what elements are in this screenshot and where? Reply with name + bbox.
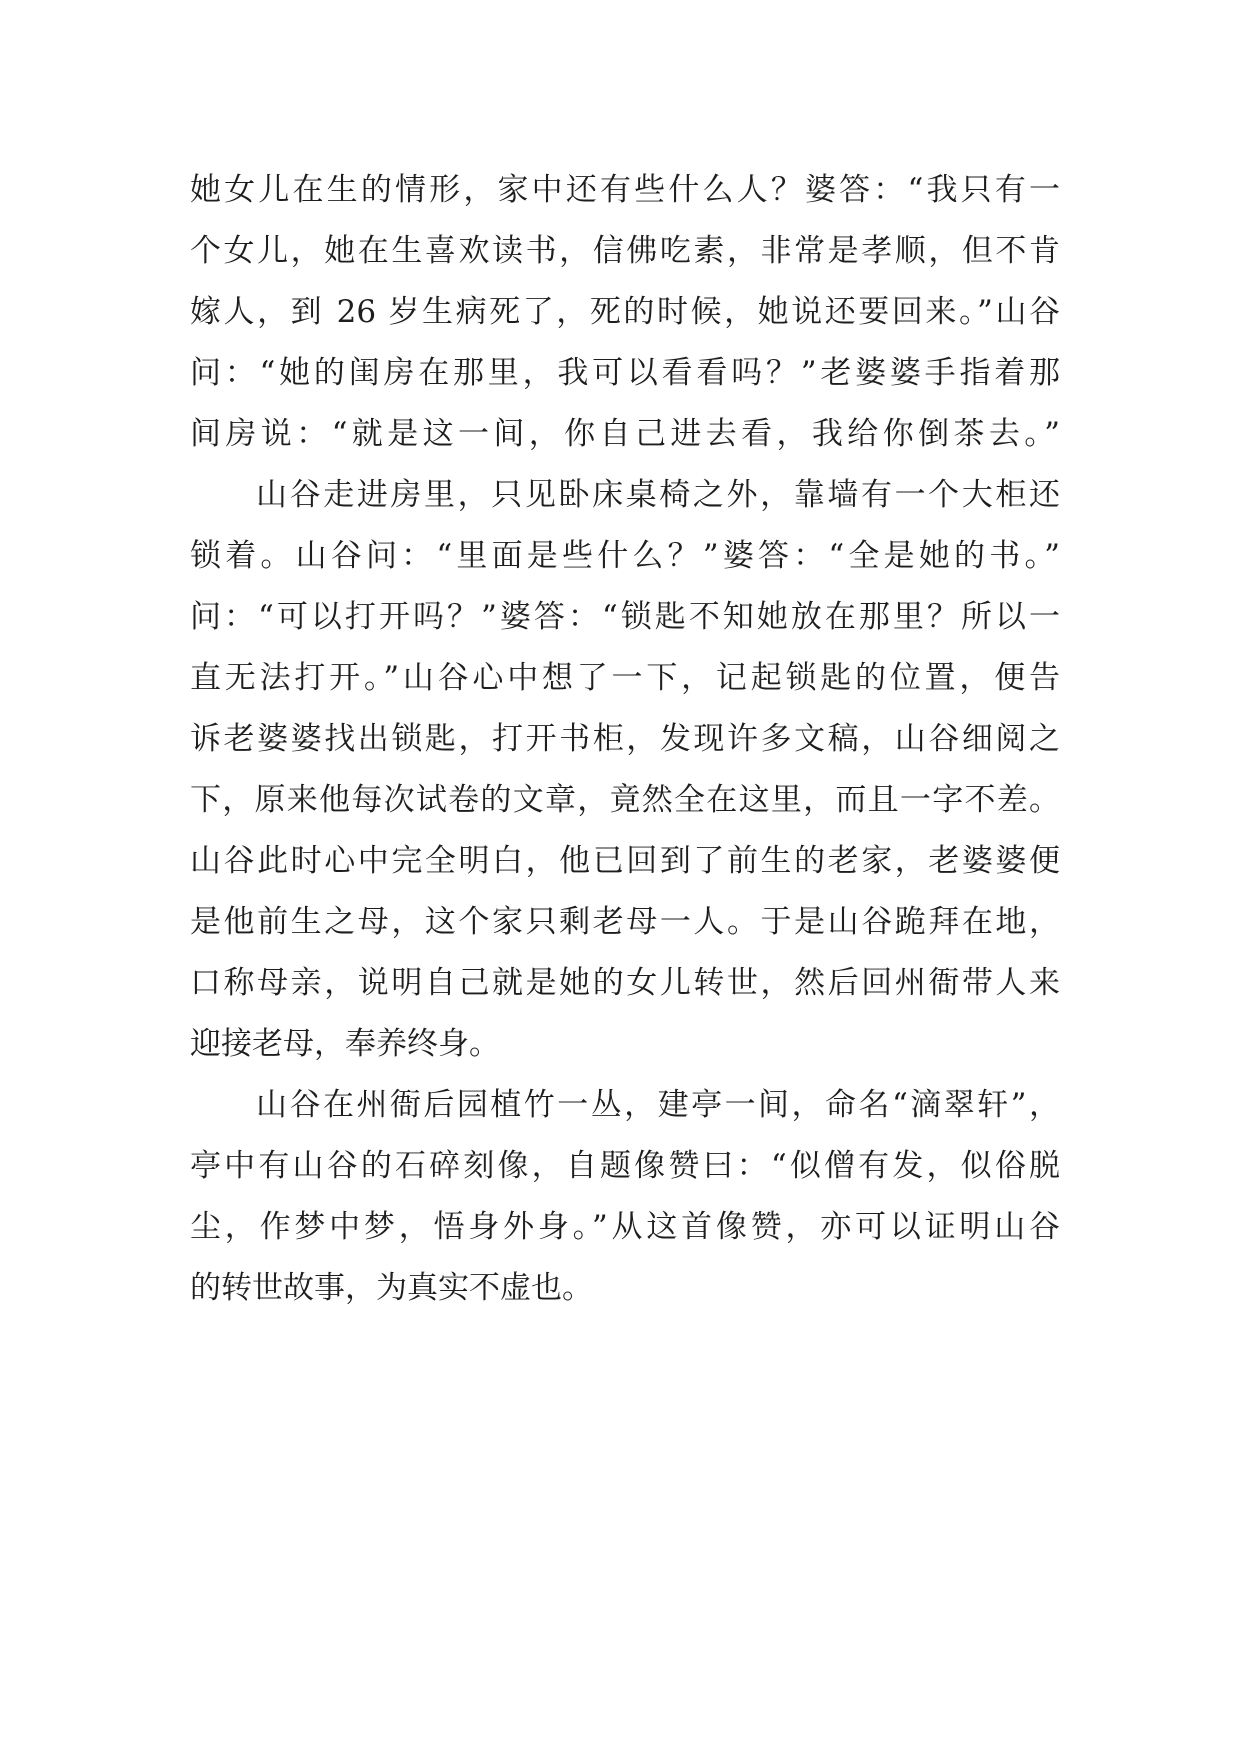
text-line: 口称母亲，说明自己就是她的女儿转世，然后回州衙带人来 [190, 965, 1060, 1001]
text-line: 是他前生之母，这个家只剩老母一人。于是山谷跪拜在地， [190, 904, 1060, 940]
text-line: 问：“她的闺房在那里，我可以看看吗？”老婆婆手指着那 [190, 355, 1060, 391]
paragraph-last-line: 的转世故事，为真实不虚也。 [190, 1270, 593, 1306]
text-line: 嫁人，到 26 岁生病死了，死的时候，她说还要回来。”山谷 [190, 294, 1060, 330]
text-line: 亭中有山谷的石碎刻像，自题像赞曰：“似僧有发，似俗脱 [190, 1148, 1060, 1184]
text-line: 诉老婆婆找出锁匙，打开书柜，发现许多文稿，山谷细阅之 [190, 721, 1060, 757]
text-line: 下，原来他每次试卷的文章，竟然全在这里，而且一字不差。 [190, 782, 1060, 818]
text-line: 她女儿在生的情形，家中还有些什么人？婆答：“我只有一 [190, 172, 1060, 208]
text-line: 问：“可以打开吗？”婆答：“锁匙不知她放在那里？所以一 [190, 599, 1060, 635]
text-line: 锁着。山谷问：“里面是些什么？”婆答：“全是她的书。” [190, 538, 1060, 574]
document-body [190, 160, 1060, 1319]
text-line: 个女儿，她在生喜欢读书，信佛吃素，非常是孝顺，但不肯 [190, 233, 1060, 269]
text-line: 间房说：“就是这一间，你自己进去看，我给你倒茶去。” [190, 416, 1060, 452]
text-line: 直无法打开。”山谷心中想了一下，记起锁匙的位置，便告 [190, 660, 1060, 696]
text-line: 尘，作梦中梦，悟身外身。”从这首像赞，亦可以证明山谷 [190, 1209, 1060, 1245]
paragraph-first-line: 山谷走进房里，只见卧床桌椅之外，靠墙有一个大柜还 [256, 477, 1060, 513]
paragraph-first-line: 山谷在州衙后园植竹一丛，建亭一间，命名“滴翠轩”， [256, 1087, 1060, 1123]
paragraph-last-line: 迎接老母，奉养终身。 [190, 1026, 500, 1062]
text-line: 山谷此时心中完全明白，他已回到了前生的老家，老婆婆便 [190, 843, 1060, 879]
